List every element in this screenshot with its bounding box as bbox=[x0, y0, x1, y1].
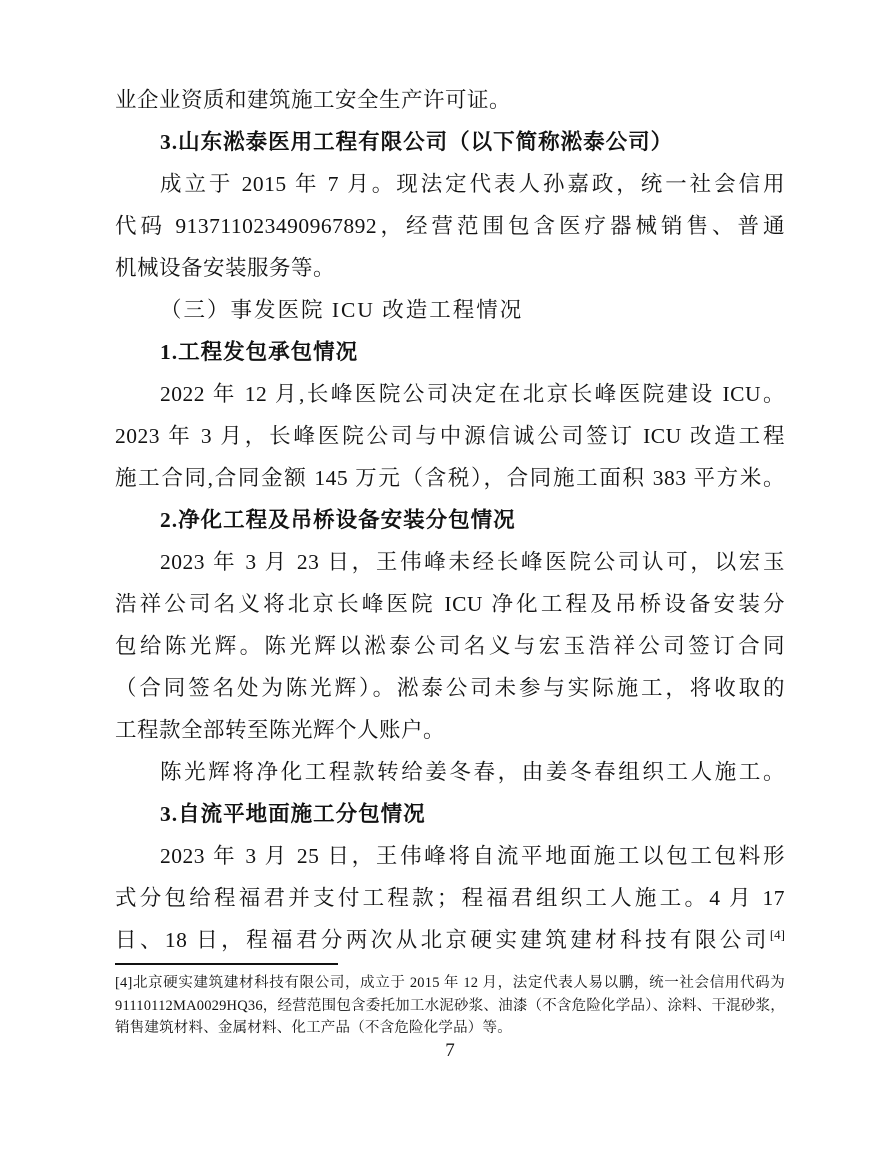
body-line: 成立于 2015 年 7 月。现法定代表人孙嘉政，统一社会信用 bbox=[160, 172, 785, 196]
body-line: 施工合同,合同金额 145 万元（含税），合同施工面积 383 平方米。 bbox=[115, 466, 785, 490]
page-number: 7 bbox=[445, 1040, 455, 1061]
body-line: （合同签名处为陈光辉）。淞泰公司未参与实际施工，将收取的 bbox=[115, 676, 785, 700]
page-body bbox=[115, 79, 785, 1040]
body-line: 包给陈光辉。陈光辉以淞泰公司名义与宏玉浩祥公司签订合同 bbox=[115, 634, 785, 658]
footnote-text: [4]北京硬实建筑建材科技有限公司，成立于 2015 年 12 月，法定代表人易以鹏，统一社会信用代码为 91110112MA0029HQ36，经营范围包含委托加工水泥砂浆、油漆（不含危险化学品）、涂料、干混砂浆，销售建筑材料、金属材料、化工产品（不含危险化学品）等。 bbox=[115, 975, 785, 1036]
body-line: 2022 年 12 月,长峰医院公司决定在北京长峰医院建设 ICU。 bbox=[160, 382, 785, 406]
body-line: 浩祥公司名义将北京长峰医院 ICU 净化工程及吊桥设备安装分 bbox=[115, 592, 785, 616]
body-line: 2023 年 3 月，长峰医院公司与中源信诚公司签订 ICU 改造工程 bbox=[115, 424, 785, 448]
heading-section-three: （三）事发医院 ICU 改造工程情况 bbox=[160, 298, 524, 322]
body-line: 工程款全部转至陈光辉个人账户。 bbox=[115, 718, 446, 742]
body-line: 机械设备安装服务等。 bbox=[115, 256, 336, 280]
body-line: 代码 913711023490967892，经营范围包含医疗器械销售、普通 bbox=[115, 214, 785, 238]
footnote-separator bbox=[115, 963, 338, 965]
heading-purification-subcontract: 2.净化工程及吊桥设备安装分包情况 bbox=[160, 508, 516, 532]
heading-company-3: 3.山东淞泰医用工程有限公司（以下简称淞泰公司） bbox=[160, 130, 674, 154]
body-line: 2023 年 3 月 23 日，王伟峰未经长峰医院公司认可，以宏玉 bbox=[160, 550, 785, 574]
footnote-reference: [4] bbox=[769, 926, 785, 942]
body-line: 式分包给程福君并支付工程款；程福君组织工人施工。4 月 17 bbox=[115, 886, 785, 910]
body-line bbox=[115, 919, 785, 961]
body-line-text: 日、18 日，程福君分两次从北京硬实建筑建材科技有限公司 bbox=[115, 928, 770, 952]
body-line: 2023 年 3 月 25 日，王伟峰将自流平地面施工以包工包料形 bbox=[160, 844, 785, 868]
heading-selfleveling-subcontract: 3.自流平地面施工分包情况 bbox=[160, 802, 426, 826]
body-line: 业企业资质和建筑施工安全生产许可证。 bbox=[115, 88, 512, 112]
body-line: 陈光辉将净化工程款转给姜冬春，由姜冬春组织工人施工。 bbox=[160, 760, 785, 784]
heading-project-contracting: 1.工程发包承包情况 bbox=[160, 340, 359, 364]
